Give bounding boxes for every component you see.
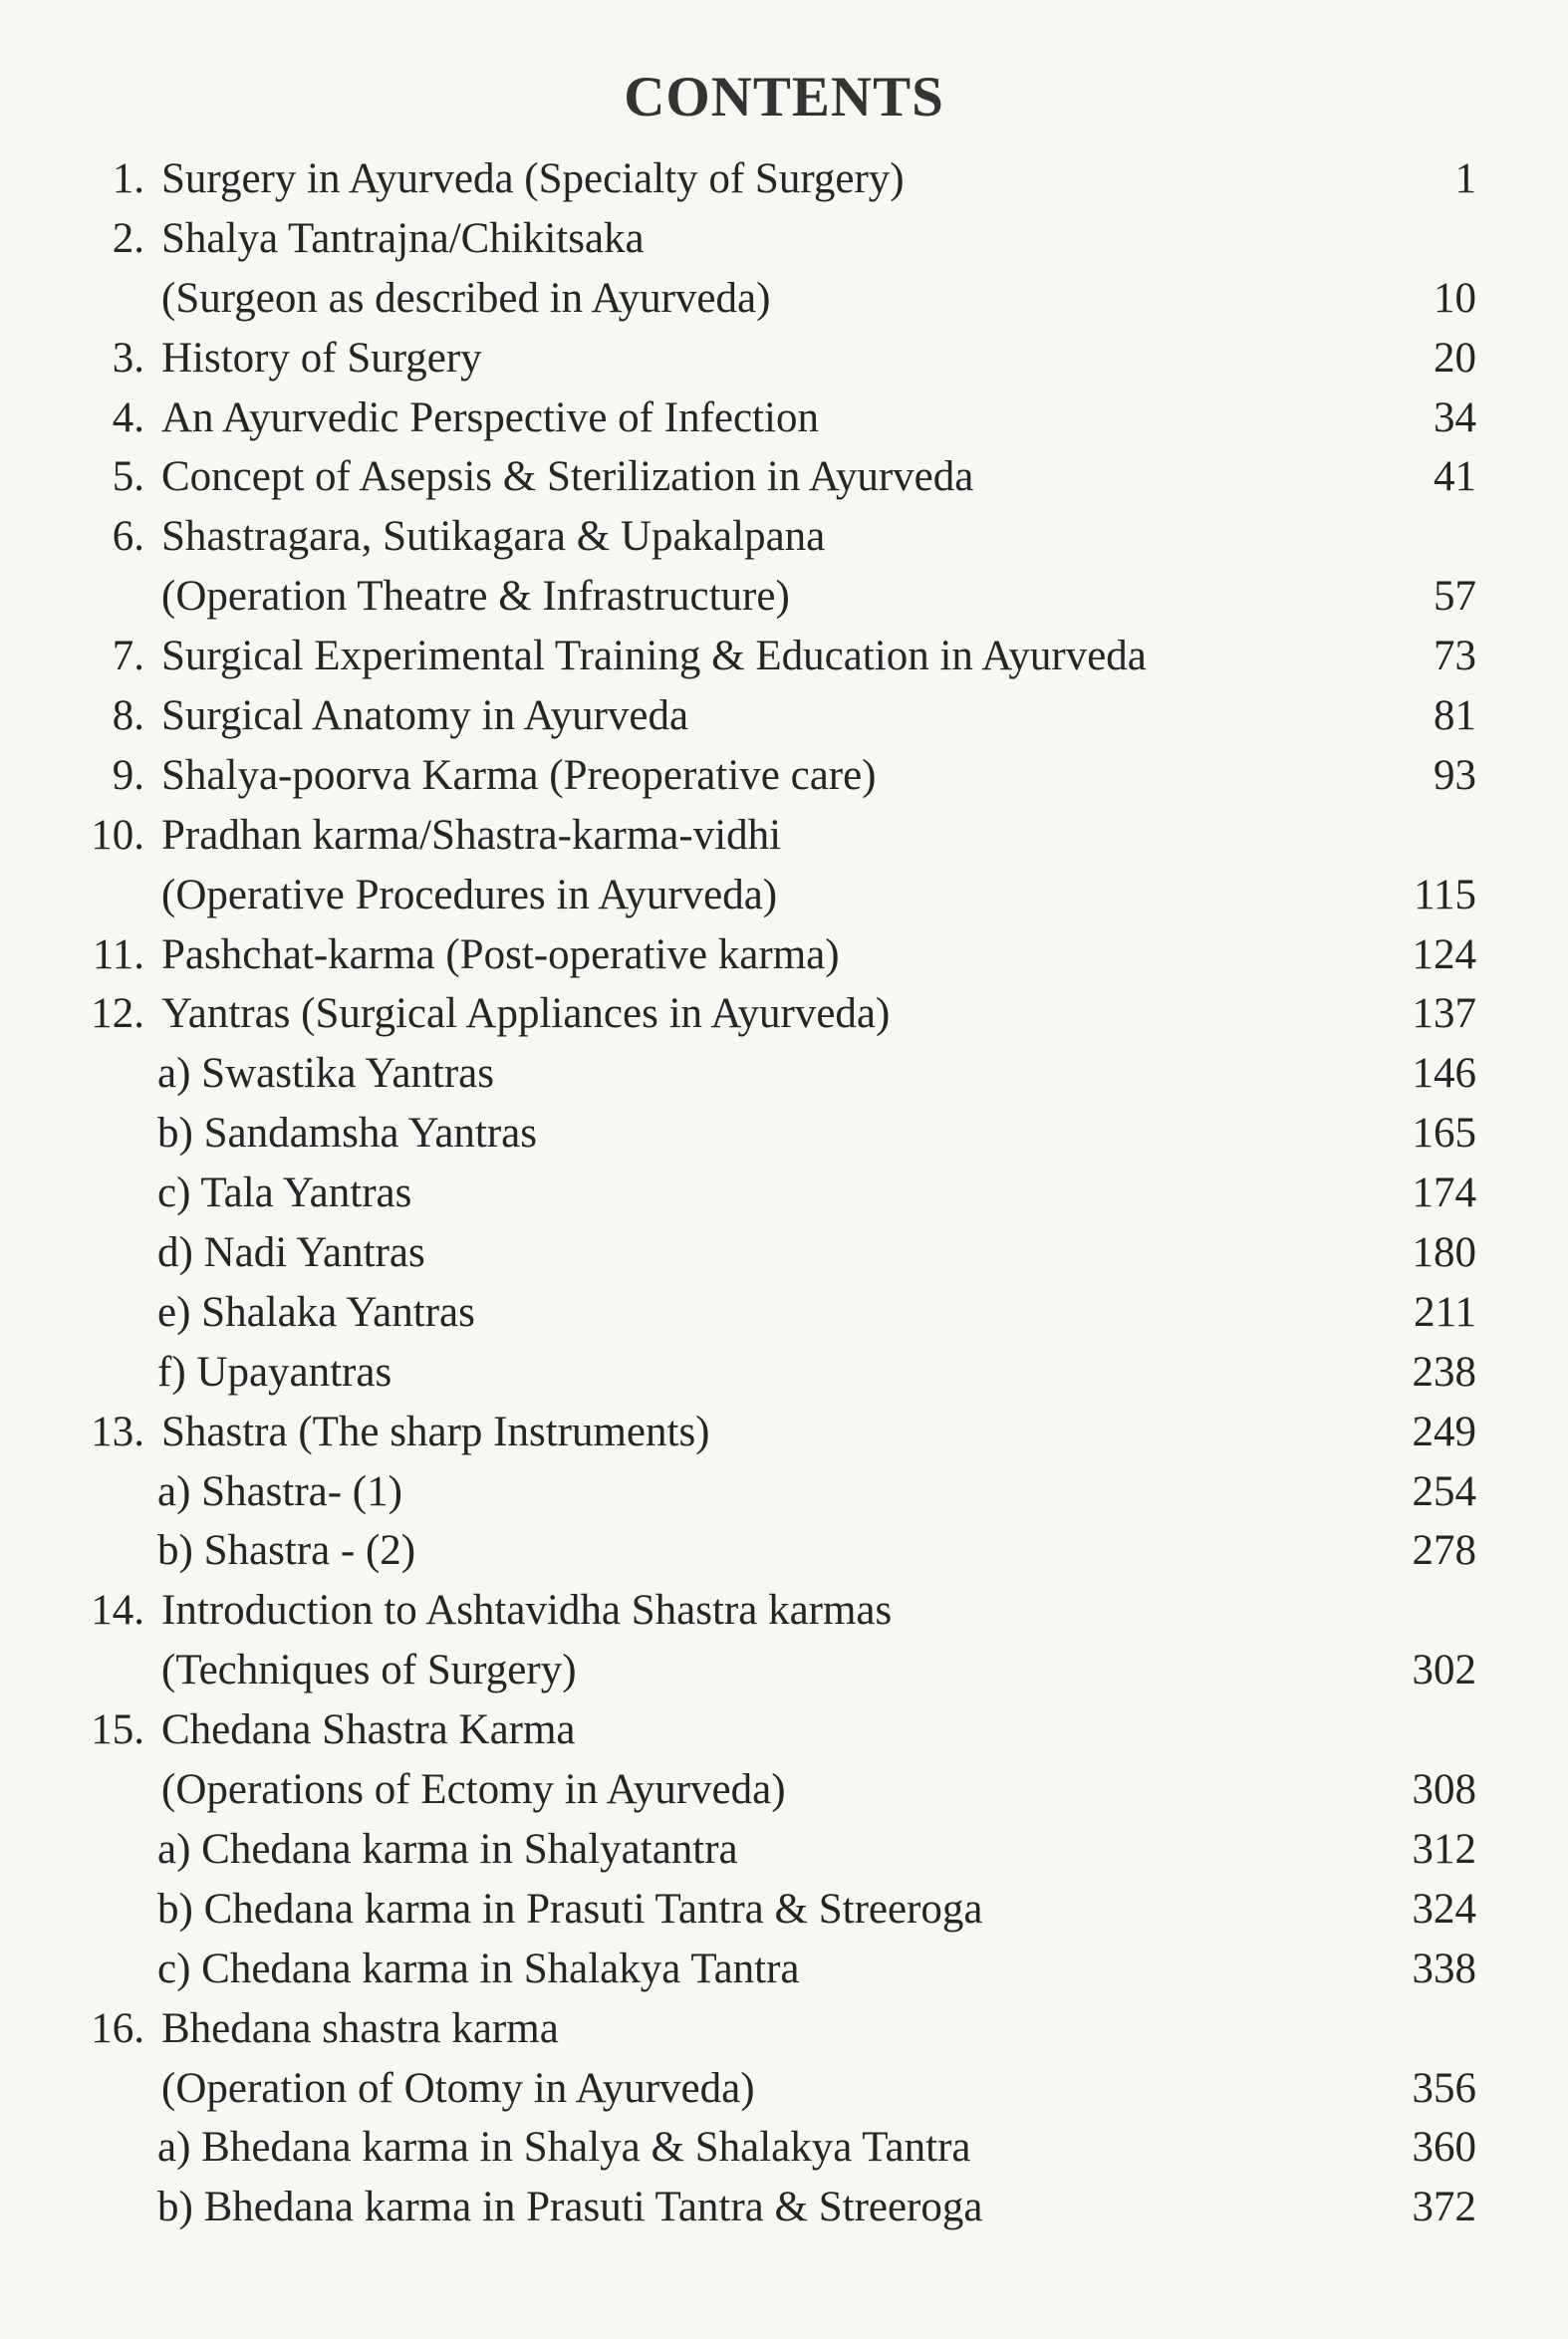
page-number: 238 bbox=[1412, 1348, 1476, 1396]
chapter-title: f) Upayantras bbox=[157, 1348, 392, 1396]
page-number: 146 bbox=[1412, 1050, 1476, 1098]
chapter-title: Shalya-poorva Karma (Preoperative care) bbox=[161, 751, 877, 799]
page-number: 180 bbox=[1412, 1229, 1476, 1277]
chapter-number: 12. bbox=[91, 990, 144, 1038]
toc-entry bbox=[0, 627, 1568, 686]
chapter-title: (Operations of Ectomy in Ayurveda) bbox=[161, 1766, 786, 1814]
page-number: 372 bbox=[1412, 2184, 1476, 2231]
chapter-title: History of Surgery bbox=[161, 334, 482, 382]
chapter-number: 16. bbox=[91, 2004, 144, 2052]
chapter-number: 8. bbox=[112, 692, 144, 740]
toc-entry bbox=[0, 389, 1568, 448]
toc-entry bbox=[0, 984, 1568, 1044]
page-number: 324 bbox=[1412, 1885, 1476, 1933]
chapter-title: Introduction to Ashtavidha Shastra karmas bbox=[161, 1587, 893, 1635]
toc-entry bbox=[0, 806, 1568, 866]
page-number: 312 bbox=[1412, 1825, 1476, 1873]
chapter-title: (Surgeon as described in Ayurveda) bbox=[161, 274, 771, 322]
page-number: 278 bbox=[1412, 1527, 1476, 1575]
chapter-title: c) Tala Yantras bbox=[157, 1170, 412, 1217]
toc-entry bbox=[0, 1044, 1568, 1104]
chapter-number: 6. bbox=[112, 513, 144, 561]
page-number: 115 bbox=[1414, 871, 1476, 918]
toc-entry bbox=[0, 329, 1568, 389]
chapter-number: 9. bbox=[112, 751, 144, 799]
toc-entry bbox=[0, 1223, 1568, 1283]
page-number: 93 bbox=[1434, 751, 1476, 799]
toc-entry bbox=[0, 1343, 1568, 1403]
chapter-number: 11. bbox=[92, 930, 144, 978]
toc-entry bbox=[0, 686, 1568, 746]
chapter-title: b) Bhedana karma in Prasuti Tantra & Streeroga bbox=[157, 2184, 983, 2231]
page-number: 20 bbox=[1434, 334, 1476, 382]
chapter-title: Concept of Asepsis & Sterilization in Ayurveda bbox=[161, 453, 974, 501]
page-number: 211 bbox=[1414, 1288, 1476, 1336]
toc-entry bbox=[0, 1581, 1568, 1641]
chapter-title: e) Shalaka Yantras bbox=[157, 1288, 475, 1336]
chapter-number: 1. bbox=[112, 155, 144, 202]
table-of-contents bbox=[0, 149, 1568, 2237]
chapter-title: b) Shastra - (2) bbox=[157, 1527, 416, 1575]
toc-entry bbox=[0, 746, 1568, 806]
chapter-number: 14. bbox=[91, 1587, 144, 1635]
chapter-title: (Techniques of Surgery) bbox=[161, 1647, 577, 1694]
toc-entry bbox=[0, 925, 1568, 985]
chapter-number: 13. bbox=[91, 1408, 144, 1455]
chapter-title: d) Nadi Yantras bbox=[157, 1229, 425, 1277]
chapter-title: Shalya Tantrajna/Chikitsaka bbox=[161, 214, 645, 262]
chapter-number: 4. bbox=[112, 393, 144, 441]
chapter-number: 2. bbox=[112, 214, 144, 262]
page-number: 124 bbox=[1412, 930, 1476, 978]
chapter-title: a) Chedana karma in Shalyatantra bbox=[157, 1825, 738, 1873]
page-number: 41 bbox=[1434, 453, 1476, 501]
chapter-title: Shastragara, Sutikagara & Upakalpana bbox=[161, 513, 826, 561]
toc-entry bbox=[0, 1283, 1568, 1343]
chapter-title: (Operative Procedures in Ayurveda) bbox=[161, 871, 778, 918]
toc-entry bbox=[0, 866, 1568, 925]
page-title: CONTENTS bbox=[624, 66, 944, 129]
toc-entry bbox=[0, 269, 1568, 329]
toc-entry bbox=[0, 209, 1568, 269]
page-number: 81 bbox=[1434, 692, 1476, 740]
chapter-title: An Ayurvedic Perspective of Infection bbox=[161, 393, 819, 441]
toc-entry bbox=[0, 2118, 1568, 2178]
chapter-title: c) Chedana karma in Shalakya Tantra bbox=[157, 1945, 800, 1992]
toc-entry bbox=[0, 507, 1568, 567]
toc-entry bbox=[0, 2059, 1568, 2119]
chapter-title: Chedana Shastra Karma bbox=[161, 1706, 576, 1754]
toc-entry bbox=[0, 1940, 1568, 1999]
chapter-title: a) Bhedana karma in Shalya & Shalakya Tantra bbox=[157, 2124, 971, 2172]
toc-entry bbox=[0, 447, 1568, 507]
toc-entry bbox=[0, 1641, 1568, 1700]
page-number: 249 bbox=[1412, 1408, 1476, 1455]
page-number: 338 bbox=[1412, 1945, 1476, 1992]
page-number: 34 bbox=[1434, 393, 1476, 441]
chapter-title: Pradhan karma/Shastra-karma-vidhi bbox=[161, 811, 782, 859]
toc-entry bbox=[0, 149, 1568, 209]
chapter-number: 15. bbox=[91, 1706, 144, 1754]
toc-entry bbox=[0, 2178, 1568, 2237]
chapter-title: Surgical Anatomy in Ayurveda bbox=[161, 692, 689, 740]
chapter-number: 10. bbox=[91, 811, 144, 859]
toc-entry bbox=[0, 1462, 1568, 1522]
page-number: 174 bbox=[1412, 1170, 1476, 1217]
page-number: 73 bbox=[1434, 633, 1476, 680]
chapter-number: 5. bbox=[112, 453, 144, 501]
page-number: 137 bbox=[1412, 990, 1476, 1038]
toc-entry bbox=[0, 1880, 1568, 1940]
chapter-title: Shastra (The sharp Instruments) bbox=[161, 1408, 710, 1455]
chapter-number: 7. bbox=[112, 633, 144, 680]
chapter-title: a) Shastra- (1) bbox=[157, 1467, 402, 1515]
toc-entry bbox=[0, 1760, 1568, 1820]
chapter-number: 3. bbox=[112, 334, 144, 382]
page-number: 302 bbox=[1412, 1647, 1476, 1694]
chapter-title: (Operation Theatre & Infrastructure) bbox=[161, 573, 790, 621]
page-number: 1 bbox=[1454, 155, 1476, 202]
page-number: 356 bbox=[1412, 2064, 1476, 2112]
toc-entry bbox=[0, 567, 1568, 627]
toc-entry bbox=[0, 1104, 1568, 1164]
toc-entry bbox=[0, 1164, 1568, 1223]
chapter-title: b) Sandamsha Yantras bbox=[157, 1110, 537, 1158]
chapter-title: a) Swastika Yantras bbox=[157, 1050, 494, 1098]
toc-entry bbox=[0, 1820, 1568, 1880]
chapter-title: Bhedana shastra karma bbox=[161, 2004, 559, 2052]
chapter-title: b) Chedana karma in Prasuti Tantra & Streeroga bbox=[157, 1885, 983, 1933]
chapter-title: Surgery in Ayurveda (Specialty of Surgery) bbox=[161, 155, 905, 202]
chapter-title: Surgical Experimental Training & Education in Ayurveda bbox=[161, 633, 1147, 680]
page-number: 57 bbox=[1434, 573, 1476, 621]
page-number: 360 bbox=[1412, 2124, 1476, 2172]
toc-entry bbox=[0, 1403, 1568, 1462]
chapter-title: Pashchat-karma (Post-operative karma) bbox=[161, 930, 840, 978]
toc-entry bbox=[0, 1521, 1568, 1581]
page-number: 308 bbox=[1412, 1766, 1476, 1814]
chapter-title: (Operation of Otomy in Ayurveda) bbox=[161, 2064, 755, 2112]
page-number: 10 bbox=[1434, 274, 1476, 322]
toc-entry bbox=[0, 1999, 1568, 2059]
toc-entry bbox=[0, 1700, 1568, 1760]
page-number: 254 bbox=[1412, 1467, 1476, 1515]
chapter-title: Yantras (Surgical Appliances in Ayurveda) bbox=[161, 990, 891, 1038]
page-number: 165 bbox=[1412, 1110, 1476, 1158]
